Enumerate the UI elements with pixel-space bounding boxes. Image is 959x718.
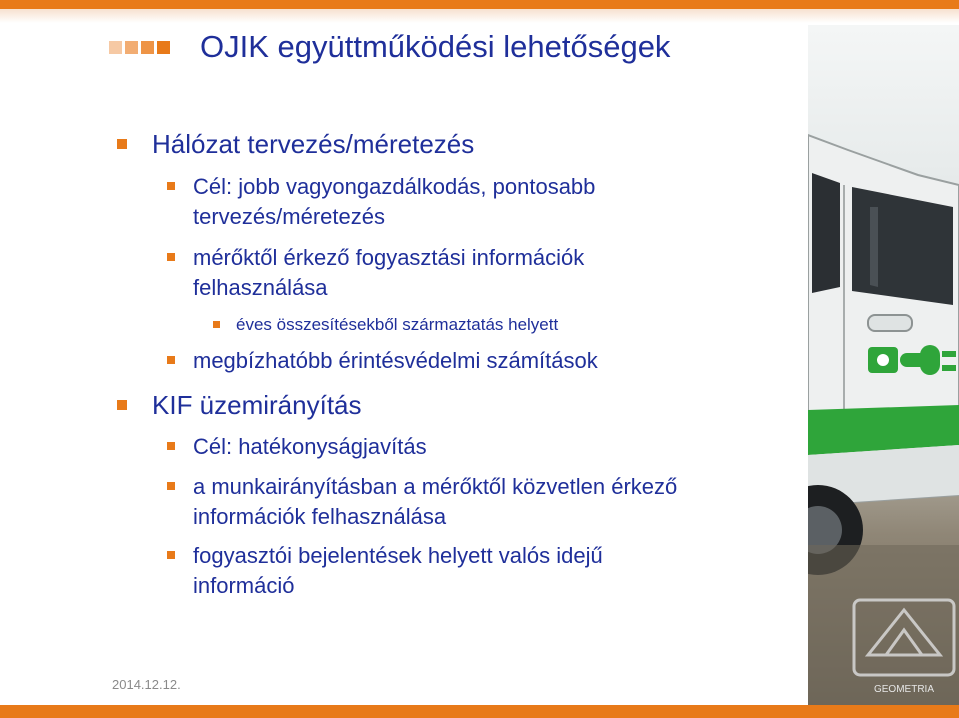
square-4 — [157, 41, 170, 54]
bullet-text: a munkairányításban a mérőktől közvetlen érkező — [193, 474, 678, 499]
bullet-text: információk felhasználása — [193, 504, 447, 529]
square-3 — [141, 41, 154, 54]
slide-title: OJIK együttműködési lehetőségek — [200, 29, 671, 64]
bullet-text: Cél: jobb vagyongazdálkodás, pontosabb — [193, 174, 596, 199]
bullet-text: KIF üzemirányítás — [152, 390, 362, 420]
logo-text: GEOMETRIA — [873, 684, 935, 695]
bullet-text: felhasználása — [193, 275, 328, 300]
bullet-text: tervezés/méretezés — [193, 204, 385, 229]
bullet-text: Cél: hatékonyságjavítás — [193, 434, 427, 459]
bullet-square-icon — [213, 321, 220, 328]
bullet-text: megbízhatóbb érintésvédelmi számítások — [193, 348, 598, 373]
bullet-square-icon — [117, 400, 127, 410]
bullet-text: információ — [193, 573, 295, 598]
bullet-square-icon — [167, 482, 175, 490]
bullet-square-icon — [167, 356, 175, 364]
bullet-text: Hálózat tervezés/méretezés — [152, 129, 475, 159]
square-2 — [125, 41, 138, 54]
top-gradient-band — [0, 9, 959, 23]
bullet-text: mérőktől érkező fogyasztási információk — [193, 245, 585, 270]
electric-car-photo — [808, 25, 959, 705]
bullet-square-icon — [167, 253, 175, 261]
top-accent-bar — [0, 0, 959, 9]
car-illustration — [808, 25, 959, 705]
bullet-text: éves összesítésekből származtatás helyett — [236, 315, 559, 334]
bullet-square-icon — [167, 442, 175, 450]
bottom-accent-bar — [0, 705, 959, 718]
bullet-square-icon — [167, 551, 175, 559]
bullet-square-icon — [167, 182, 175, 190]
slide-date: 2014.12.12. — [112, 677, 181, 692]
bullet-text: fogyasztói bejelentések helyett valós idejű — [193, 543, 603, 568]
bullet-square-icon — [117, 139, 127, 149]
square-1 — [109, 41, 122, 54]
